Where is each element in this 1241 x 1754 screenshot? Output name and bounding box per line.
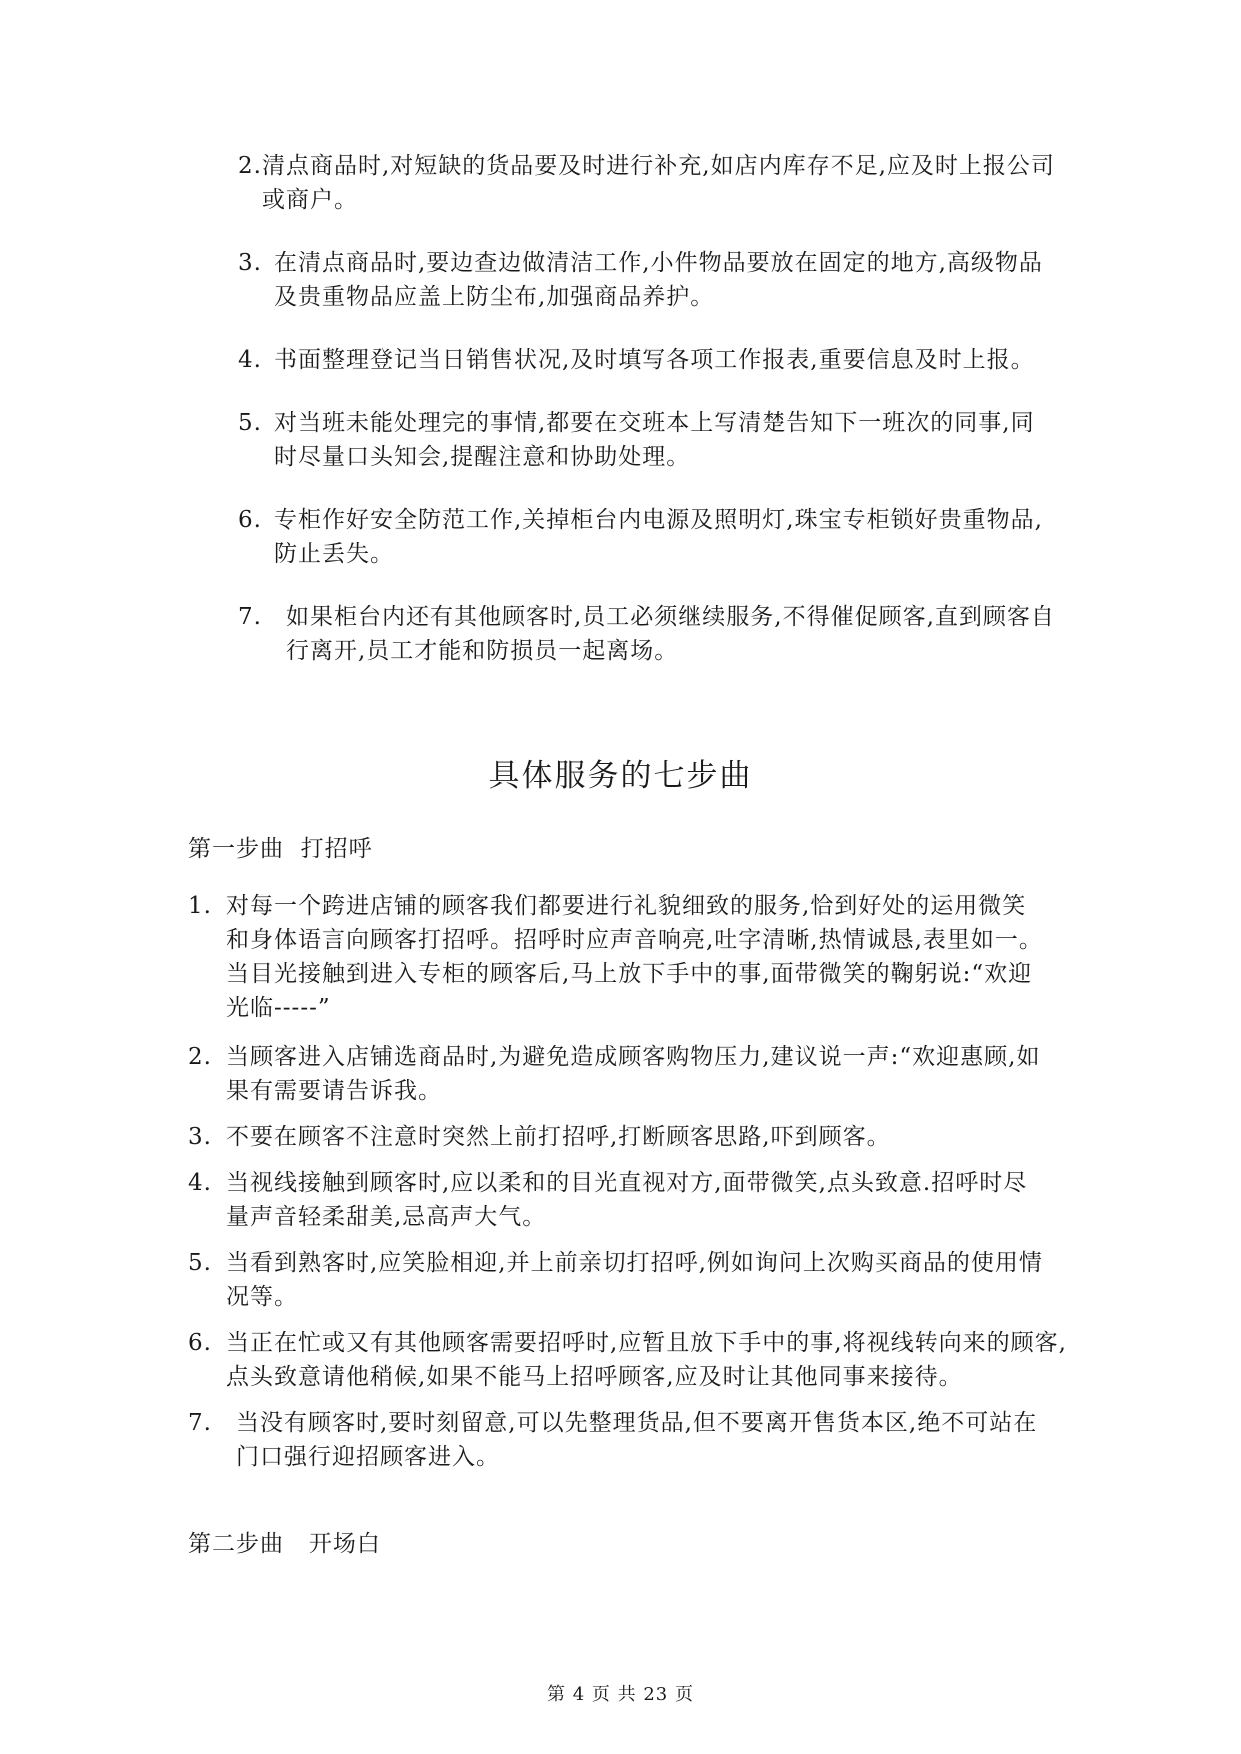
list-item-number: 7. <box>188 1410 212 1436</box>
list-item-text: 当视线接触到顾客时,应以柔和的目光直视对方,面带微笑,点头致意.招呼时尽量声音轻柔甜美,忌高声大气。 <box>226 1170 1028 1230</box>
list-item-number: 1. <box>188 893 212 919</box>
list-item-number: 6. <box>238 507 262 533</box>
list-item-number: 4. <box>238 347 262 373</box>
list-item <box>188 889 1048 1025</box>
list-item <box>238 503 1058 571</box>
list-item-text: 专柜作好安全防范工作,关掉柜台内电源及照明灯,珠宝专柜锁好贵重物品,防止丢失。 <box>274 507 1043 567</box>
list-item <box>188 1166 1048 1234</box>
step-heading: 第一步曲 打招呼 <box>188 836 373 862</box>
list-item-number: 3. <box>238 250 262 276</box>
list-item-text: 当正在忙或又有其他顾客需要招呼时,应暂且放下手中的事,将视线转向来的顾客,点头致意请他稍候,如果不能马上招呼顾客,应及时让其他同事来接待。 <box>226 1330 1067 1390</box>
step-heading: 第二步曲 开场白 <box>188 1531 381 1557</box>
list-item-number: 6. <box>188 1330 212 1356</box>
list-item-text: 清点商品时,对短缺的货品要及时进行补充,如店内库存不足,应及时上报公司或商户。 <box>262 153 1055 213</box>
list-item-text: 当没有顾客时,要时刻留意,可以先整理货品,但不要离开售货本区,绝不可站在门口强行迎招顾客进入。 <box>236 1410 1038 1470</box>
list-item-text: 当看到熟客时,应笑脸相迎,并上前亲切打招呼,例如询问上次购买商品的使用情况等。 <box>226 1250 1043 1310</box>
list-item-number: 4. <box>188 1170 212 1196</box>
list-item-number: 5. <box>188 1250 212 1276</box>
list-item-text: 不要在顾客不注意时突然上前打招呼,打断顾客思路,吓到顾客。 <box>226 1124 891 1150</box>
list-item <box>238 246 1058 314</box>
list-item <box>188 1040 1048 1108</box>
list-item <box>238 343 1078 377</box>
list-item-text: 对当班未能处理完的事情,都要在交班本上写清楚告知下一班次的同事,同时尽量口头知会,提醒注意和协助处理。 <box>274 410 1035 470</box>
list-item-text: 在清点商品时,要边查边做清洁工作,小件物品要放在固定的地方,高级物品及贵重物品应盖上防尘布,加强商品养护。 <box>274 250 1043 310</box>
list-item-number: 3. <box>188 1124 212 1150</box>
list-item-text: 书面整理登记当日销售状况,及时填写各项工作报表,重要信息及时上报。 <box>274 347 1035 373</box>
list-item <box>188 1120 1048 1154</box>
list-item <box>188 1326 1068 1394</box>
list-item <box>238 600 1058 668</box>
list-item <box>238 406 1058 474</box>
list-item <box>188 1246 1048 1314</box>
list-item-text: 对每一个跨进店铺的顾客我们都要进行礼貌细致的服务,恰到好处的运用微笑和身体语言向顾客打招呼。招呼时应声音响亮,吐字清晰,热情诚恳,表里如一。当目光接触到进入专柜的顾客后,马上放下手中的事,面带微笑的鞠躬说:“欢迎光临-----” <box>226 893 1043 1021</box>
list-item-number: 2. <box>238 153 262 179</box>
list-item-number: 5. <box>238 410 262 436</box>
list-item-text: 如果柜台内还有其他顾客时,员工必须继续服务,不得催促顾客,直到顾客自行离开,员工才能和防损员一起离场。 <box>286 604 1055 664</box>
list-item-number: 7. <box>238 604 262 630</box>
list-item-text: 当顾客进入店铺选商品时,为避免造成顾客购物压力,建议说一声:“欢迎惠顾,如果有需要请告诉我。 <box>226 1044 1041 1104</box>
list-item-number: 2. <box>188 1044 212 1070</box>
list-item <box>188 1406 1048 1474</box>
page-footer: 第 4 页 共 23 页 <box>547 1684 694 1705</box>
list-item <box>238 149 1058 217</box>
section-title: 具体服务的七步曲 <box>488 758 753 794</box>
